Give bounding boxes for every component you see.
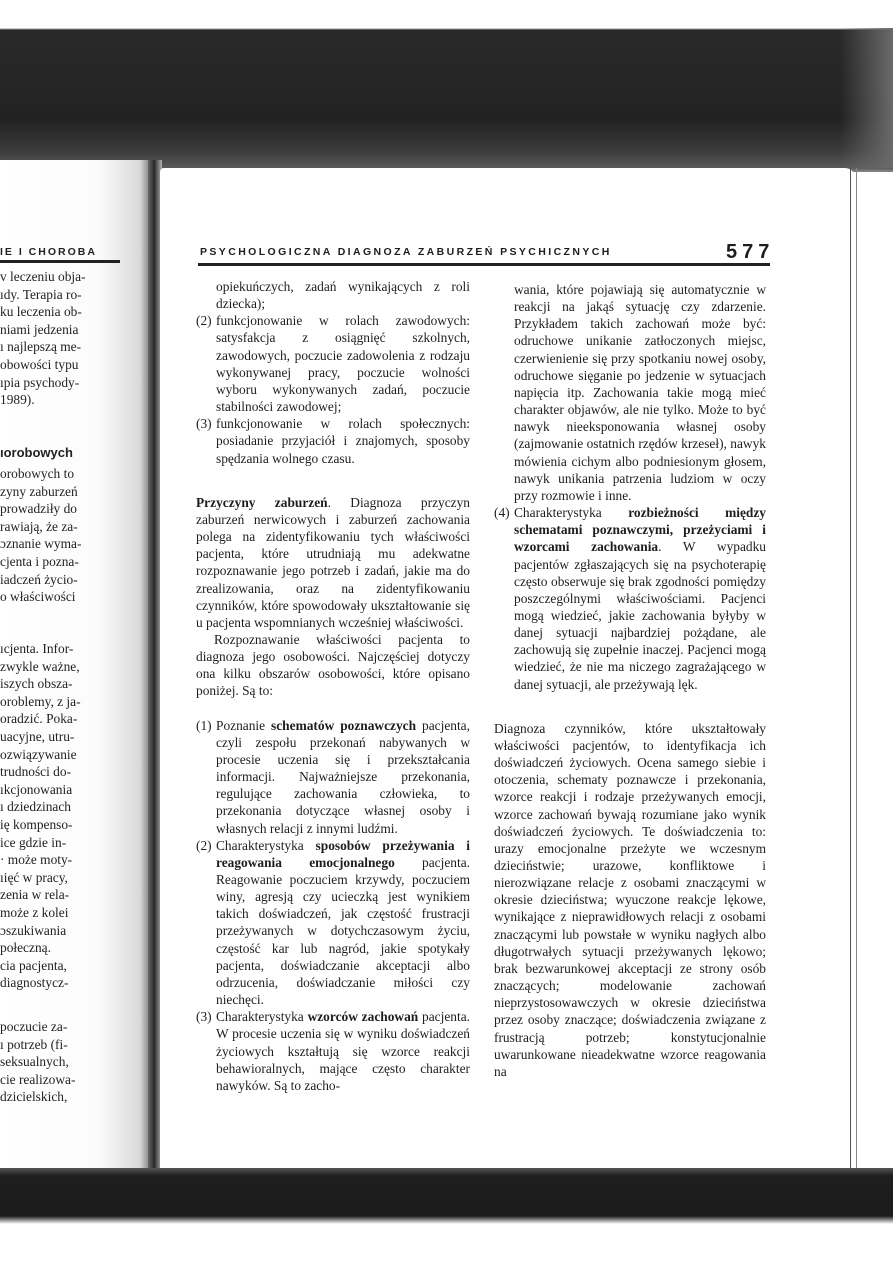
left-text-line: oradzić. Poka- <box>0 711 78 727</box>
left-text-line: uacyjne, utru- <box>0 729 75 744</box>
left-text-line: trudności do- <box>0 764 72 780</box>
left-text-line: o właściwości <box>0 589 76 605</box>
left-text-line: rawiają, że za- <box>0 518 78 534</box>
list-item-lead: Poznanie <box>216 717 272 733</box>
roles-list <box>196 278 470 467</box>
list-item <box>196 415 470 466</box>
list-item-body: pacjenta. Reagowanie poczuciem krzywdy, poczuciem winy, agresją czy ucieczką jest wynikiem takich doświadczeń, jak częstość frustracji przeżywanych w dotychczasowym życiu, częstość kar lub nagród, jakie spotykały pacjenta, doświadczanie akceptacji albo odrzucenia, doświadczanie miłości czy niechęci. <box>216 854 470 1008</box>
left-text-line: zenia w rela- <box>0 887 70 903</box>
key-term: sposobów przeżywania i reagowania emocjonalnego <box>216 837 470 870</box>
left-text-line: orobowych to <box>0 466 75 481</box>
left-text-line: ię kompenso- <box>0 817 73 832</box>
list-item <box>196 312 470 415</box>
left-text-line: cia pacjenta, <box>0 957 67 973</box>
left-header-rule <box>0 260 120 263</box>
list-number: (3) <box>196 416 212 432</box>
list-item <box>196 717 470 837</box>
left-text-line: ı najlepszą me- <box>0 339 82 355</box>
left-text-line: oroblemy, z ja- <box>0 693 81 709</box>
list-item-text <box>216 837 470 1009</box>
left-text-line: seksualnych, <box>0 1054 69 1070</box>
list-item: (4) Charakterystyka rozbieżności między schematami poznawczymi, przeżyciami i wzorcami zachowania. W wypadku pacjentów zgłaszających się na psychoterapię często obserwuje się brak zgodności pomiędzy poszczególnymi właściwościami. Pacjenci mogą wiedzieć, jakie zachowania byłyby w danej sytuacji najbardziej pożądane, ale zachowują się zupełnie inaczej. Pacjenci mogą wiedzieć, że nie ma niczego zagrażającego w danej sytuacji, ale przeżywają lęk. <box>494 505 766 692</box>
list-number: (3) <box>196 1009 212 1025</box>
list-item-text <box>216 717 470 837</box>
left-text-line: cie realizowa- <box>0 1071 76 1087</box>
left-text-line: połeczną. <box>0 940 51 956</box>
page-edge-line <box>850 168 851 1168</box>
left-text-line: prowadziły do <box>0 501 77 517</box>
left-text-line: zyny zaburzeń <box>0 483 78 499</box>
left-text-line: iadczeń życio- <box>0 571 78 587</box>
running-head: PSYCHOLOGICZNA DIAGNOZA ZABURZEŃ PSYCHICZNYCH <box>200 246 612 258</box>
scan-shadow-bottom <box>0 1168 893 1224</box>
list-item-lead: Charakterystyka <box>216 1009 308 1025</box>
left-text-line: ɔznanie wyma- <box>0 536 82 552</box>
list-item-text <box>216 1008 470 1094</box>
left-text-line: poczucie za- <box>0 1019 68 1034</box>
left-text-line: obowości typu <box>0 357 79 372</box>
left-text-line: ıdy. Terapia ro- <box>0 286 82 302</box>
list-item-text: funkcjonowanie w rolach zawodowych: satysfakcja z osiągnięć szkolnych, zawodowych, poczucie zadowolenia z rodzaju wykonywanej pracy, poczucie wolności wyboru wykonywanych zadań, poczucie stabilności zawodowej; <box>216 313 470 415</box>
left-text-line: ı dziedzinach <box>0 799 72 815</box>
left-text-line: ıięć w pracy, <box>0 869 68 885</box>
list-item <box>196 278 470 312</box>
list-item-lead: Charakterystyka <box>216 837 316 853</box>
text-column-right <box>494 281 766 1080</box>
left-subheading: ıorobowych <box>0 445 73 460</box>
text-column-left <box>196 278 470 1094</box>
left-running-head: IE I CHOROBA <box>0 246 97 258</box>
scan-shadow-top <box>0 0 893 172</box>
page-edge-line <box>856 168 857 1168</box>
left-text-line: zwykle ważne, <box>0 658 80 674</box>
left-text-line: diagnostycz- <box>0 975 69 991</box>
list-item-continuation: wania, które pojawiają się automatycznie w reakcji na jakąś sytuację czy zdarzenie. Przykładem takich zachowań może być: odruchowe unikanie zatłoczonych miejsc, czerwienienie się przy spotkaniu nowej osoby, odruchowe sięganie po jedzenie w sytuacjach napięcia itp. Zachowania takie mogą mieć charakter objawów, ale nie tylko. Może to być nawyk nieeksponowania własnej osoby (zajmowanie ostatnich rzędów krzeseł), nawyk mówienia cichym albo podniesionym głosem, nawyk unikania patrzenia ludziom w oczy przy rozmowie i inne. <box>514 282 766 503</box>
left-text-line: 1989). <box>0 392 35 408</box>
header-rule <box>198 263 770 266</box>
left-text-line: ıcjenta. Infor- <box>0 641 74 656</box>
left-text-line: niami jedzenia <box>0 321 79 337</box>
personality-areas-list <box>196 717 470 1094</box>
key-term: wzorców zachowań <box>307 1009 419 1025</box>
list-item <box>196 837 470 1009</box>
left-text-line: ozwiązywanie <box>0 746 77 762</box>
page-number: 577 <box>726 241 775 263</box>
left-text-line: ku leczenia ob- <box>0 304 82 320</box>
list-number: (1) <box>196 717 212 733</box>
left-text-line: · może moty- <box>0 852 73 868</box>
left-text-line: iszych obsza- <box>0 676 73 692</box>
left-text-line: ıpia psychody- <box>0 374 80 390</box>
list-item-body: pacjenta. W procesie uczenia się w wyniku doświadczeń życiowych kształtują się wzorce reakcji behawioralnych, mające często charakter nawyków. Są to zacho- <box>216 1009 470 1093</box>
paragraph: Rozpoznawanie właściwości pacjenta to diagnoza jego osobowości. Najczęściej dotyczy ona kilku obszarów osobowości, które opisano poniżej. Są to: <box>196 631 470 699</box>
left-text-line: dzicielskich, <box>0 1089 68 1105</box>
left-text-line: może z kolei <box>0 905 69 920</box>
list-item <box>196 1008 470 1094</box>
list-number: (2) <box>196 313 212 329</box>
list-number: (4) <box>494 505 510 521</box>
left-text-line: ɔszukiwania <box>0 922 67 938</box>
list-number: (2) <box>196 837 212 853</box>
list-item-text: opiekuńczych, zadań wynikających z roli dziecka); <box>216 279 470 312</box>
section-title: Przyczyny zaburzeń <box>196 494 328 510</box>
left-text-line: ıkcjonowania <box>0 781 73 797</box>
list-item-text: funkcjonowanie w rolach społecznych: posiadanie przyjaciół i znajomych, sposoby spędzania wolnego czasu. <box>216 416 470 466</box>
left-text-line: v leczeniu obja- <box>0 269 86 284</box>
list-item-body: pacjenta, czyli zespołu przekonań nabywanych w procesie uczenia się i przekształcania informacji. Najważniejsze przekonania, regulujące zachowania człowieka, to przekonania dotyczące własnej osoby i własnych relacji z innymi ludźmi. <box>216 717 470 836</box>
key-term: schematów poznawczych <box>271 717 417 733</box>
paragraph: Przyczyny zaburzeń. Diagnoza przyczyn zaburzeń nerwicowych i zaburzeń zachowania polega na zidentyfikowaniu tych właściwości pacjenta, które utrudniają mu adekwatne rozpoznawanie jego potrzeb i zadań, jakie ma do zrealizowania, oraz na zidentyfikowaniu czynników, które spowodowały ukształtowanie się u pacjenta wspomnianych wcześniej właściwości. <box>196 494 470 630</box>
left-text-line: cjenta i pozna- <box>0 554 79 569</box>
left-text-line: ice gdzie in- <box>0 834 67 850</box>
left-text-line: ı potrzeb (fi- <box>0 1036 68 1052</box>
paragraph: Diagnoza czynników, które ukształtowały właściwości pacjentów, to identyfikacja ich doświadczeń życiowych. Ocena samego siebie i otoczenia, schematy poznawcze i przekonania, wzorce reakcji i rodzaje przeżywanych emocji, wzorce zachowań bywają rozumiane jako wynik doświadczeń życiowych. Te doświadczenia to: urazy emocjonalne przeżyte we wczesnym dzieciństwie; urazowe, konfliktowe i nierozwiązane relacje z osobami znaczącymi w okresie dzieciństwa; wyuczone reakcje lękowe, wynikające z nieprawidłowych relacji z osobami znaczącymi lub powstałe w wyniku nagłych albo długotrwałych sytuacji przeżywanych lękowo; brak bezwarunkowej akceptacji ze strony osób znaczących; modelowanie zachowań nieprzystosowawczych w okresie dzieciństwa przez osoby znaczące; doświadczenia związane z frustracją potrzeb; konstytucjonalnie uwarunkowane nieadekwatne wzorce reagowania na <box>494 720 766 1079</box>
